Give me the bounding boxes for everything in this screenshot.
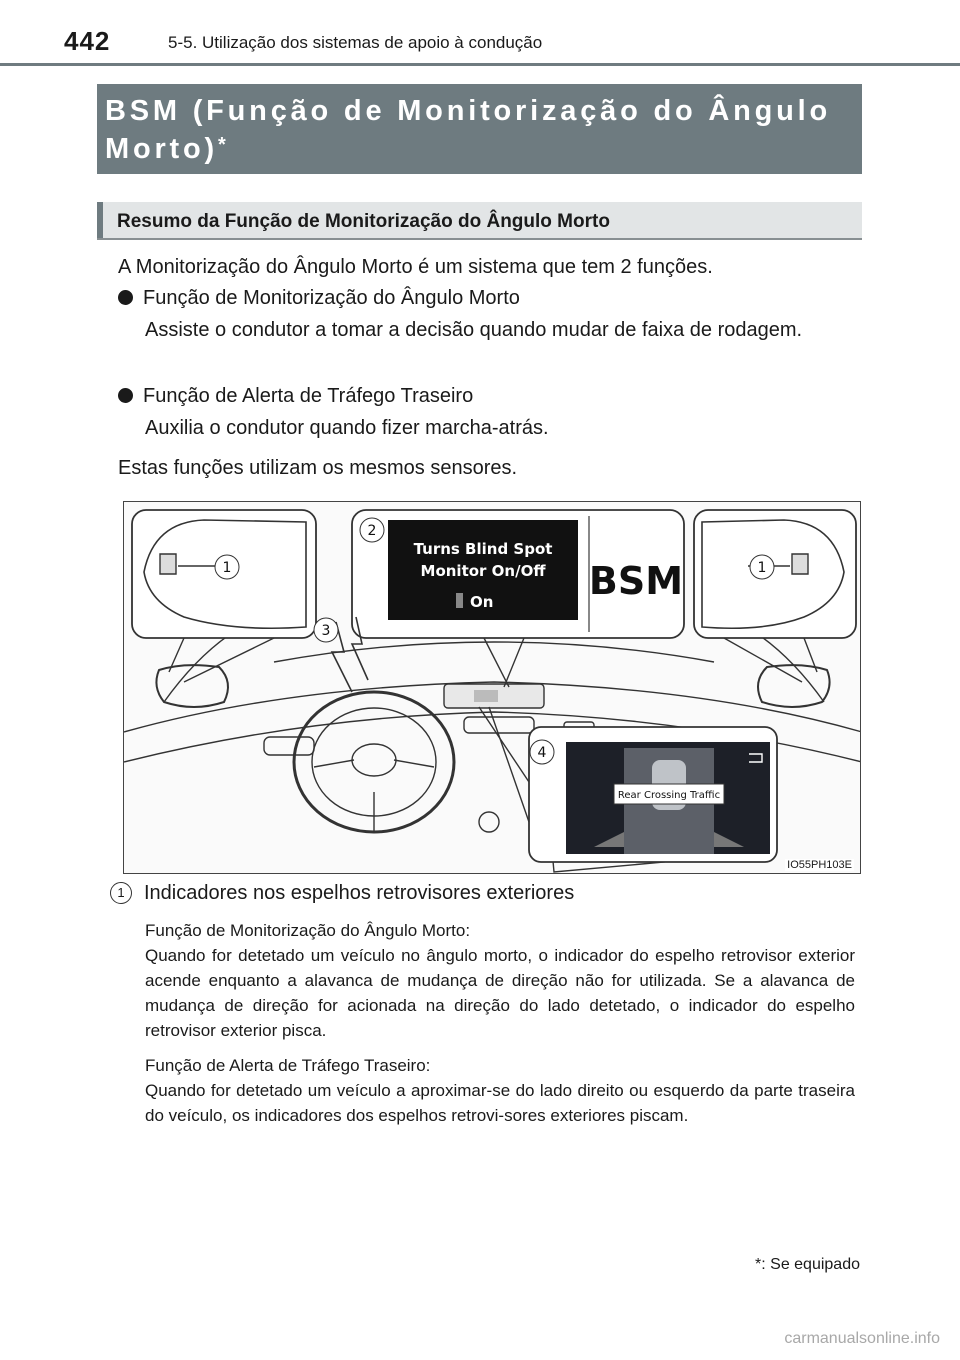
page-number: 442 [64,26,111,56]
closing-paragraph: Estas funções utilizam os mesmos sensores. [118,457,518,479]
callout-4: 4 [537,745,547,761]
bullet-2-title-text: Função de Alerta de Tráfego Traseiro [143,385,474,407]
bullet-2-text: Auxilia o condutor quando fizer marcha-atrás. [145,417,549,439]
bullet-1-text: Assiste o condutor a tomar a decisão quando mudar de faixa de rodagem. [145,319,803,341]
callout-3: 3 [321,623,331,639]
dashboard-illustration [123,501,861,874]
screen-line-2: Monitor On/Off [420,562,546,580]
header-rule [0,63,960,66]
item-number-badge: 1 [110,882,132,904]
footnote-text: : Se equipado [761,1256,860,1273]
section-heading-bar [97,202,103,238]
callout-2: 2 [367,523,377,539]
screen-line-1: Turns Blind Spot [413,540,553,558]
display-label: Rear Crossing Traffic [617,790,721,801]
page-title [105,92,855,168]
item-1-text-1: Quando for detetado um veículo no ângulo morto, o indicador do espelho retrovisor exterior acende enquanto a alavanca de mudança de direção não for utilizada. Se a alavanca de mudança de direção for acionada na direção do lado detetado, o indicador do espelho retrovisor exterior pisca. [145,946,855,1040]
dashboard-drawing [124,502,861,874]
footnote-marker: * [755,1256,762,1273]
bullet-dot-icon [118,388,133,403]
equipped-marker: * [218,134,226,156]
running-title: 5-5. Utilização dos sistemas de apoio à condução [168,33,543,52]
item-1-label-2: Função de Alerta de Tráfego Traseiro: [145,1056,431,1075]
bullet-1-title [118,282,520,314]
item-1-title: Indicadores nos espelhos retrovisores exteriores [144,882,575,904]
watermark: carmanualsonline.info [784,1330,940,1347]
bullet-1-title-text: Função de Monitorização do Ângulo Morto [143,287,520,309]
intro-paragraph: A Monitorização do Ângulo Morto é um sistema que tem 2 funções. [118,256,713,278]
item-1-text-2: Quando for detetado um veículo a aproximar-se do lado direito ou esquerdo da parte traseira do veículo, os indicadores dos espelhos retrovi-sores exteriores piscam. [145,1081,855,1125]
callout-1-left: 1 [222,560,232,576]
section-heading-band [97,202,862,240]
callout-1-right: 1 [757,560,767,576]
section-heading: Resumo da Função de Monitorização do Ângulo Morto [117,211,610,232]
screen-state: On [470,593,494,611]
bullet-2-title [118,380,473,412]
page-title-text: BSM (Função de Monitorização do Ângulo Morto) [105,95,831,165]
title-band [97,84,862,174]
bullet-dot-icon [118,290,133,305]
figure-code: IO55PH103E [787,859,852,871]
item-1-label-1: Função de Monitorização do Ângulo Morto: [145,921,471,940]
footnote [755,1256,860,1274]
bsm-switch-label: BSM [588,559,684,603]
item-1-heading [110,878,574,908]
